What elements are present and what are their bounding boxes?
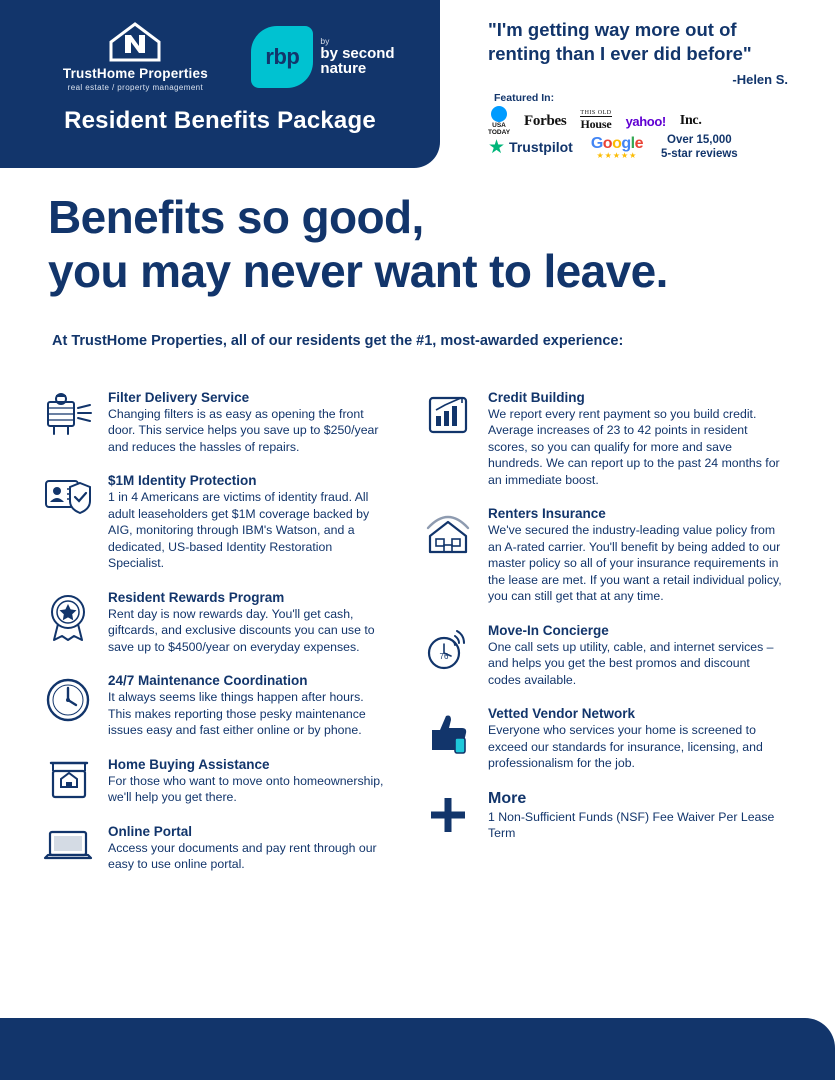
laptop-icon bbox=[40, 824, 96, 873]
benefit-body: It always seems like things happen after hours. This makes reporting those pesky maintenance issues easy and fast either online or by phone. bbox=[108, 690, 366, 738]
trustpilot-logo bbox=[488, 138, 573, 157]
move-in-concierge-icon bbox=[420, 623, 476, 688]
filter-delivery-icon bbox=[40, 390, 96, 455]
benefit-body: 1 Non-Sufficient Funds (NSF) Fee Waiver Per Lease Term bbox=[488, 809, 775, 840]
svg-text:76: 76 bbox=[439, 651, 449, 661]
headline-line-1: Benefits so good, bbox=[48, 191, 424, 243]
benefit-body: For those who want to move onto homeownership, we'll help you get there. bbox=[108, 773, 384, 805]
this-old-house-top: THIS OLD bbox=[580, 110, 612, 117]
headline-line-2: you may never want to leave. bbox=[48, 245, 668, 298]
thumbs-up-icon bbox=[420, 706, 476, 771]
benefit-title: Home Buying Assistance bbox=[108, 756, 270, 772]
usa-today-line1: USA bbox=[492, 122, 506, 129]
page-subheadline: At TrustHome Properties, all of our residents get the #1, most-awarded experience: bbox=[52, 333, 624, 349]
credit-chart-icon bbox=[420, 390, 476, 488]
benefit-body: One call sets up utility, cable, and internet services – and helps you get the best promos and discount codes available. bbox=[488, 639, 774, 687]
trustpilot-star-icon: ★ bbox=[488, 136, 506, 158]
resident-quote: "I'm getting way more out of renting than I ever did before" bbox=[488, 19, 752, 65]
benefit-item bbox=[40, 824, 386, 873]
package-title: Resident Benefits Package bbox=[64, 107, 376, 134]
rbp-logo bbox=[251, 22, 394, 88]
google-logo bbox=[591, 135, 643, 160]
benefit-body: Everyone who services your home is screened to exceed our standards for insurance, licensing, and professionalism for the job. bbox=[488, 723, 763, 771]
benefit-title: Resident Rewards Program bbox=[108, 589, 285, 605]
rbp-blob-icon bbox=[251, 26, 313, 88]
header bbox=[0, 0, 835, 168]
benefit-item bbox=[420, 623, 786, 688]
clock-icon bbox=[40, 673, 96, 738]
trustpilot-label: Trustpilot bbox=[509, 139, 573, 156]
second-nature-line2: nature bbox=[320, 60, 367, 78]
second-nature-by: by bbox=[320, 35, 330, 46]
usa-today-dot-icon bbox=[491, 106, 507, 122]
benefit-item bbox=[40, 590, 386, 655]
benefit-title: More bbox=[488, 789, 527, 807]
yahoo-logo: yahoo! bbox=[625, 113, 666, 129]
trusthome-name: TrustHome Properties bbox=[62, 66, 208, 81]
this-old-house-logo bbox=[580, 110, 611, 132]
benefit-item bbox=[40, 673, 386, 738]
reviews-row bbox=[488, 133, 808, 162]
benefit-body: We report every rent payment so you build credit. Average increases of 23 to 42 points in resident scores, so you can qualify for more and save hundreds. We can report up to the past 24 months for an immediate boost. bbox=[488, 407, 780, 487]
home-sign-icon bbox=[40, 757, 96, 806]
benefit-body: Access your documents and pay rent through our easy to use online portal. bbox=[108, 840, 377, 871]
trusthome-house-icon bbox=[107, 22, 163, 62]
benefit-item bbox=[420, 506, 786, 604]
rbp-logo-text: rbp bbox=[265, 44, 300, 69]
benefit-title: $1M Identity Protection bbox=[108, 473, 257, 489]
identity-protection-icon bbox=[40, 473, 96, 571]
rewards-badge-icon bbox=[40, 590, 96, 655]
benefit-item bbox=[40, 390, 386, 455]
trusthome-tagline: real estate / property management bbox=[67, 83, 204, 92]
benefit-title: 24/7 Maintenance Coordination bbox=[108, 673, 308, 689]
benefits-left-column bbox=[0, 390, 400, 890]
google-label: Google bbox=[590, 134, 643, 152]
benefit-title: Credit Building bbox=[488, 390, 585, 405]
benefit-title: Move-In Concierge bbox=[488, 622, 609, 638]
reviews-line1: Over 15,000 bbox=[667, 134, 732, 146]
benefit-item bbox=[40, 473, 386, 571]
benefit-body: 1 in 4 Americans are victims of identity fraud. All adult leaseholders get $1M coverage backed by AIG, monitoring through IBM's Watson, and a dedicated, US-based Identity Restoration Specialist. bbox=[108, 490, 370, 571]
benefit-item bbox=[420, 706, 786, 771]
benefit-body: We've secured the industry-leading value policy from an A-rated carrier. You'll benefit by being added to our master policy so all of your insurance requirements in the lease are met. If you want a retail individual policy, you can still get that at any time. bbox=[488, 523, 782, 604]
plus-icon bbox=[420, 790, 476, 842]
page-headline bbox=[48, 190, 808, 299]
google-stars-icon: ★★★★★ bbox=[596, 150, 638, 160]
benefits-right-column bbox=[400, 390, 800, 890]
benefit-title: Vetted Vendor Network bbox=[488, 706, 636, 722]
benefit-item bbox=[420, 790, 786, 842]
benefits-columns bbox=[0, 390, 835, 890]
footer-bar bbox=[0, 1018, 835, 1080]
benefit-item bbox=[40, 757, 386, 806]
logos-row bbox=[0, 22, 440, 92]
featured-in-label: Featured In: bbox=[494, 92, 555, 104]
forbes-logo: Forbes bbox=[524, 112, 567, 129]
benefit-body: Changing filters is as easy as opening the front door. This service helps you save up to $250/year and reduces the hassles of repairs. bbox=[108, 407, 379, 454]
renters-insurance-icon bbox=[420, 506, 476, 604]
reviews-count bbox=[661, 133, 738, 162]
second-nature-line1: by second bbox=[320, 44, 395, 62]
reviews-line2: 5-star reviews bbox=[660, 148, 738, 161]
usa-today-line2: TODAY bbox=[488, 128, 511, 136]
benefit-item bbox=[420, 390, 786, 488]
benefit-title: Filter Delivery Service bbox=[108, 390, 250, 405]
quote-attribution: -Helen S. bbox=[732, 72, 788, 87]
benefit-body: Rent day is now rewards day. You'll get cash, giftcards, and exclusive discounts you can use to save up to $4500/year on everyday expenses. bbox=[108, 606, 375, 654]
trusthome-logo bbox=[45, 22, 225, 92]
second-nature-logo bbox=[320, 37, 394, 77]
benefit-title: Online Portal bbox=[108, 823, 193, 839]
inc-logo: Inc. bbox=[679, 113, 702, 129]
benefit-title: Renters Insurance bbox=[488, 506, 606, 522]
this-old-house-main: House bbox=[580, 117, 612, 132]
